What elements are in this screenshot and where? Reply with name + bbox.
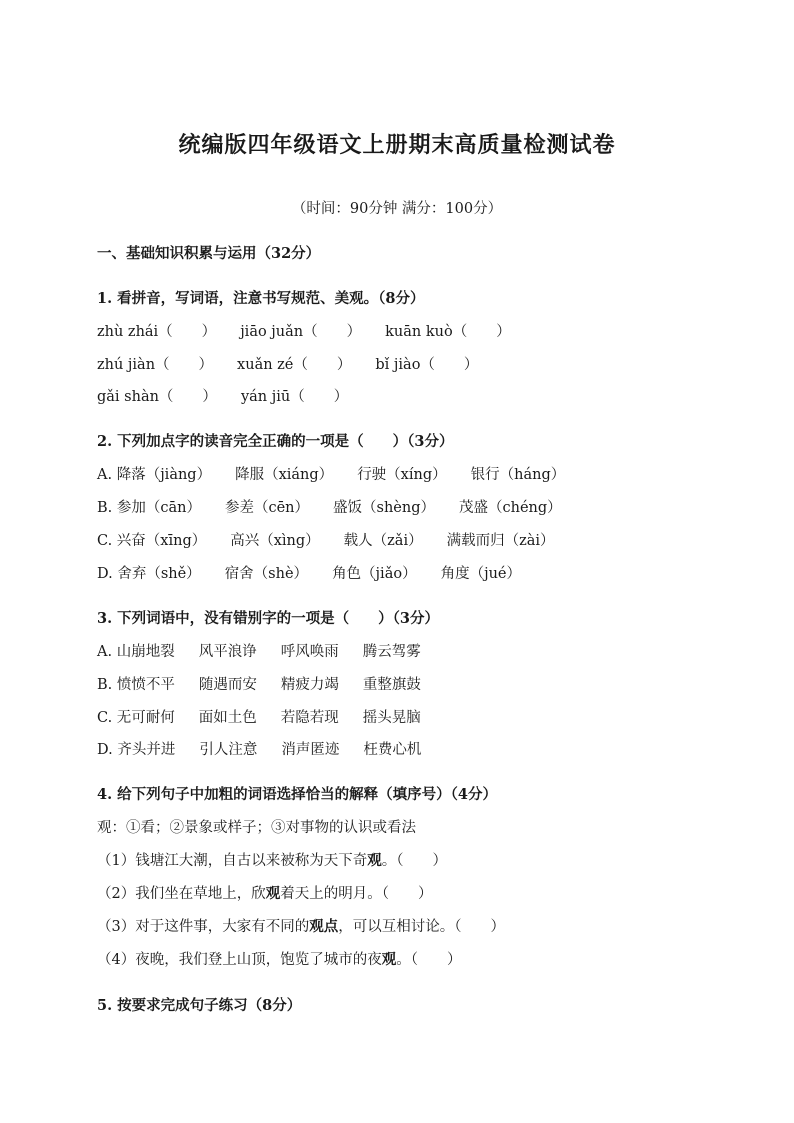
option-word: A. 降落（jiàng） <box>97 467 212 483</box>
item-text: 。（ ） <box>396 952 462 968</box>
q1-row <box>97 355 478 375</box>
item-text: （3）对于这件事，大家有不同的 <box>97 919 310 935</box>
option-word: 面如土色 <box>198 710 257 726</box>
option-word: 若隐若现 <box>280 710 339 726</box>
option-word: 角度（jué） <box>440 566 521 582</box>
time-info: （时间：90分钟 满分：100分） <box>291 201 503 217</box>
question-4-heading: 4. 给下列句子中加粗的词语选择恰当的解释（填序号）（4分） <box>97 786 498 803</box>
bold-word: 观 <box>381 951 397 968</box>
option-word: 枉费心机 <box>363 742 422 758</box>
pinyin-item: zhù zhái（ ） <box>97 324 217 340</box>
option-word: B. 愤愤不平 <box>97 677 175 693</box>
q2-option-c <box>97 531 555 551</box>
pinyin-item: zhú jiàn（ ） <box>97 357 214 373</box>
q4-item <box>97 851 447 871</box>
q3-option-b <box>97 675 421 695</box>
item-text: （1）钱塘江大潮，自古以来被称为天下奇 <box>97 853 368 869</box>
option-word: B. 参加（cān） <box>97 500 201 516</box>
option-word: 呼风唤雨 <box>280 644 339 660</box>
option-word: 银行（háng） <box>470 467 566 483</box>
question-3-heading: 3. 下列词语中，没有错别字的一项是（ ）（3分） <box>97 610 440 627</box>
pinyin-item: gǎi shàn（ ） <box>97 389 217 405</box>
option-word: 精疲力竭 <box>280 677 339 693</box>
question-1-heading: 1. 看拼音，写词语，注意书写规范、美观。（8分） <box>97 290 425 307</box>
option-word: 参差（cēn） <box>224 500 310 516</box>
section-heading: 一、基础知识积累与运用（32分） <box>97 245 321 262</box>
page-title: 统编版四年级语文上册期末高质量检测试卷 <box>178 132 616 158</box>
option-word: 盛饭（shèng） <box>333 500 436 516</box>
option-word: D. 齐头并进 <box>97 742 176 758</box>
bold-word: 观 <box>265 885 281 902</box>
item-text: ，可以互相讨论。（ ） <box>338 919 505 935</box>
option-word: 宿舍（shè） <box>224 566 309 582</box>
option-word: 重整旗鼓 <box>362 677 421 693</box>
word-definition: 观：①看；②景象或样子；③对事物的认识或看法 <box>97 820 416 836</box>
bold-word: 观点 <box>309 918 339 935</box>
option-word: 摇头晃脑 <box>362 710 421 726</box>
question-5-heading: 5. 按要求完成句子练习（8分） <box>97 997 302 1014</box>
pinyin-item: yán jiū（ ） <box>240 389 349 405</box>
bold-word: 观 <box>367 852 382 869</box>
item-text: 。（ ） <box>381 853 447 869</box>
option-word: 高兴（xìng） <box>230 533 320 549</box>
option-word: 风平浪诤 <box>198 644 257 660</box>
q2-option-d <box>97 564 521 584</box>
option-word: C. 兴奋（xīng） <box>97 533 207 549</box>
option-word: 载人（zǎi） <box>343 533 423 549</box>
q1-row <box>97 322 511 342</box>
option-word: 角色（jiǎo） <box>332 566 417 582</box>
q3-option-c <box>97 708 421 728</box>
option-word: 消声匿迹 <box>281 742 340 758</box>
pinyin-item: jiāo juǎn（ ） <box>240 324 362 340</box>
option-word: 茂盛（chéng） <box>459 500 562 516</box>
pinyin-item: xuǎn zé（ ） <box>237 357 352 373</box>
option-word: C. 无可耐何 <box>97 710 175 726</box>
option-word: 腾云驾雾 <box>362 644 421 660</box>
q3-option-a <box>97 642 421 662</box>
q2-option-a <box>97 465 565 485</box>
pinyin-item: bǐ jiào（ ） <box>375 357 479 373</box>
question-2-heading: 2. 下列加点字的读音完全正确的一项是（ ）（3分） <box>97 433 454 450</box>
option-word: A. 山崩地裂 <box>97 644 175 660</box>
q4-item <box>97 917 505 937</box>
pinyin-item: kuān kuò（ ） <box>385 324 511 340</box>
option-word: 随遇而安 <box>198 677 257 693</box>
item-text: 着天上的明月。（ ） <box>280 886 433 902</box>
q3-option-d <box>97 740 421 760</box>
option-word: 降服（xiáng） <box>235 467 334 483</box>
q1-row <box>97 387 348 407</box>
option-word: 满载而归（zài） <box>446 533 555 549</box>
option-word: 行驶（xíng） <box>357 467 447 483</box>
option-word: 引人注意 <box>199 742 258 758</box>
q2-option-b <box>97 498 562 518</box>
item-text: （2）我们坐在草地上，欣 <box>97 886 266 902</box>
q4-item <box>97 884 432 904</box>
item-text: （4）夜晚，我们登上山顶，饱览了城市的夜 <box>97 952 382 968</box>
option-word: D. 舍弃（shě） <box>97 566 201 582</box>
q4-item <box>97 950 461 970</box>
